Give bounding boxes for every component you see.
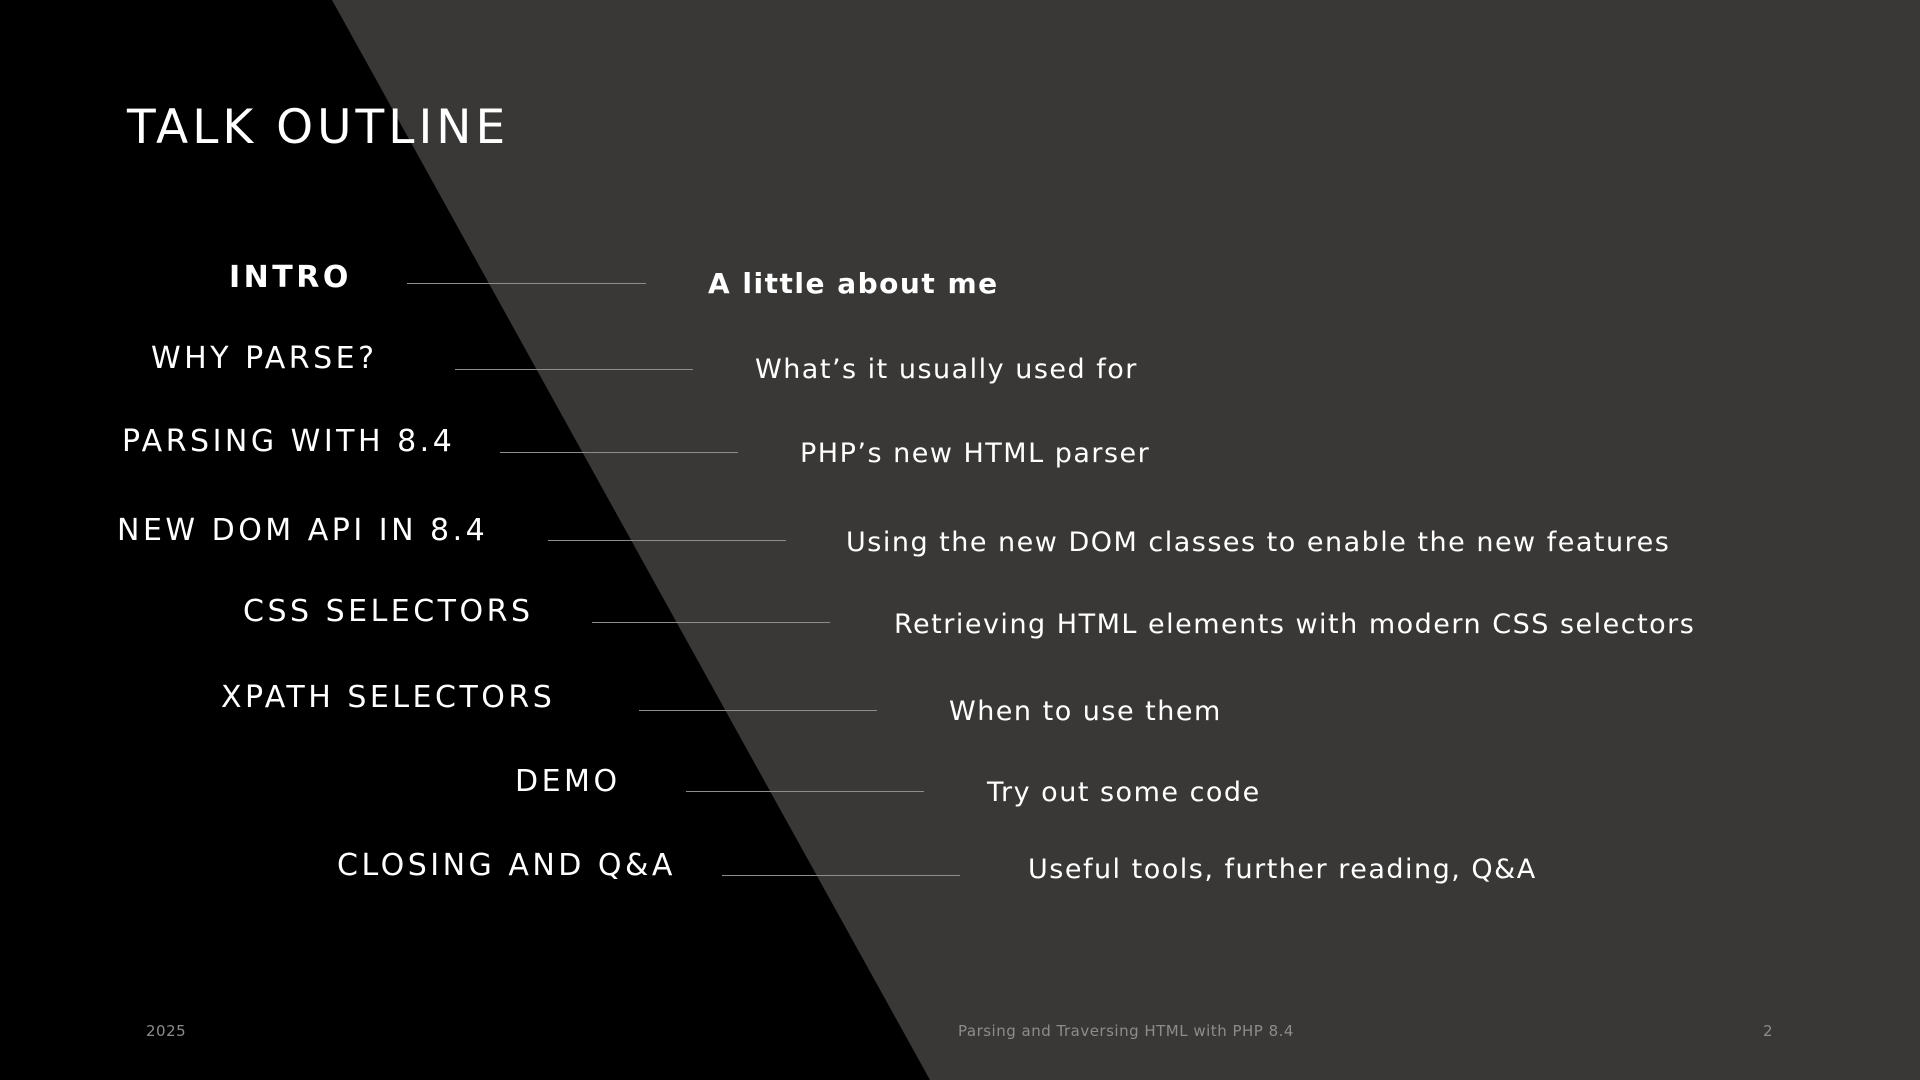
slide-title: TALK OUTLINE	[127, 100, 510, 155]
outline-item-label: NEW DOM API IN 8.4	[117, 513, 489, 548]
outline-item-label: CSS SELECTORS	[243, 594, 534, 629]
outline-item-description: What’s it usually used for	[755, 354, 1138, 385]
outline-item-description: Try out some code	[987, 777, 1261, 808]
outline-item-label: DEMO	[515, 764, 621, 799]
outline-item-description: When to use them	[949, 696, 1222, 727]
footer-page-number: 2	[1763, 1022, 1774, 1040]
outline-item-description: Using the new DOM classes to enable the new features	[846, 527, 1671, 558]
outline-item-description: A little about me	[708, 267, 999, 300]
footer-year: 2025	[146, 1022, 187, 1040]
outline-item-label: CLOSING AND Q&A	[337, 848, 676, 883]
outline-item-label: WHY PARSE?	[151, 341, 378, 376]
outline-item-label: INTRO	[229, 260, 352, 295]
outline-item-label: PARSING WITH 8.4	[122, 424, 456, 459]
footer-presentation-title: Parsing and Traversing HTML with PHP 8.4	[958, 1022, 1294, 1040]
outline-item-description: Retrieving HTML elements with modern CSS selectors	[894, 609, 1696, 640]
outline-item-label: XPATH SELECTORS	[221, 680, 556, 715]
outline-item-description: PHP’s new HTML parser	[800, 438, 1151, 469]
outline-item-description: Useful tools, further reading, Q&A	[1028, 854, 1537, 885]
